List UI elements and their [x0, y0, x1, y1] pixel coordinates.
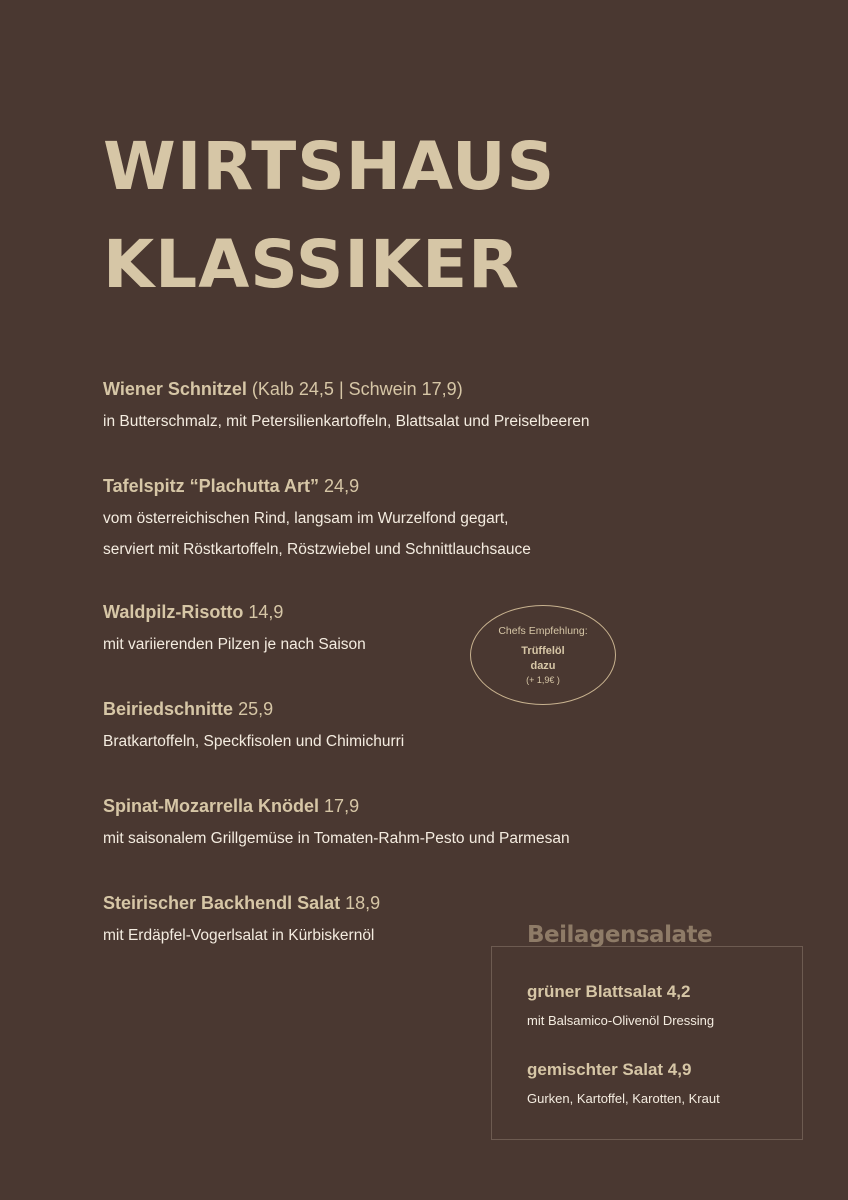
item-name: Steirischer Backhendl Salat	[103, 893, 341, 913]
item-description: mit variierenden Pilzen je nach Saison	[103, 636, 366, 653]
menu-item-beiriedschnitte	[103, 698, 404, 757]
side-salad-item	[527, 982, 714, 1028]
menu-item-spinat-knoedel	[103, 795, 570, 854]
item-price: 18,9	[345, 893, 381, 913]
menu-title	[103, 118, 555, 314]
menu-title-line-1: WIRTSHAUS	[103, 128, 556, 205]
item-description: in Butterschmalz, mit Petersilienkartoffeln, Blattsalat und Preiselbeeren	[103, 413, 590, 430]
side-salad-name: grüner Blattsalat 4,2	[527, 982, 691, 1001]
menu-title-line-2: KLASSIKER	[103, 226, 520, 303]
side-salad-name: gemischter Salat 4,9	[527, 1060, 692, 1079]
chef-label: Chefs Empfehlung:	[498, 625, 588, 637]
item-price: 17,9	[324, 796, 360, 816]
item-price: (Kalb 24,5 | Schwein 17,9)	[251, 379, 463, 399]
chef-price: (+ 1,9€ )	[526, 675, 560, 685]
chef-recommendation: Trüffelöl	[521, 645, 565, 657]
menu-item-waldpilz-risotto	[103, 601, 366, 660]
item-name: Beiriedschnitte	[103, 699, 234, 719]
menu-item-backhendl-salat	[103, 892, 380, 951]
item-description: serviert mit Röstkartoffeln, Röstzwiebel und Schnittlauchsauce	[103, 541, 531, 558]
item-price: 25,9	[238, 699, 274, 719]
chef-recommendation-badge	[470, 605, 616, 705]
side-salads-title: Beilagensalate	[527, 922, 713, 948]
menu-item-tafelspitz	[103, 475, 531, 565]
side-salads-box	[491, 946, 803, 1140]
item-description: mit saisonalem Grillgemüse in Tomaten-Rahm-Pesto und Parmesan	[103, 830, 570, 847]
chef-recommendation-suffix: dazu	[530, 660, 556, 672]
item-name: Waldpilz-Risotto	[103, 602, 244, 622]
item-description: vom österreichischen Rind, langsam im Wurzelfond gegart,	[103, 510, 509, 527]
item-name: Spinat-Mozarrella Knödel	[103, 796, 320, 816]
item-description: Bratkartoffeln, Speckfisolen und Chimichurri	[103, 733, 405, 750]
item-description: mit Erdäpfel-Vogerlsalat in Kürbiskernöl	[103, 927, 375, 944]
item-price: 24,9	[324, 476, 360, 496]
item-name: Wiener Schnitzel	[103, 379, 247, 399]
item-name: Tafelspitz “Plachutta Art”	[103, 476, 320, 496]
item-price: 14,9	[248, 602, 284, 622]
side-salad-item	[527, 1060, 720, 1106]
menu-item-wiener-schnitzel	[103, 378, 589, 437]
side-salad-description: mit Balsamico-Olivenöl Dressing	[527, 1013, 715, 1028]
side-salad-description: Gurken, Kartoffel, Karotten, Kraut	[527, 1091, 720, 1106]
